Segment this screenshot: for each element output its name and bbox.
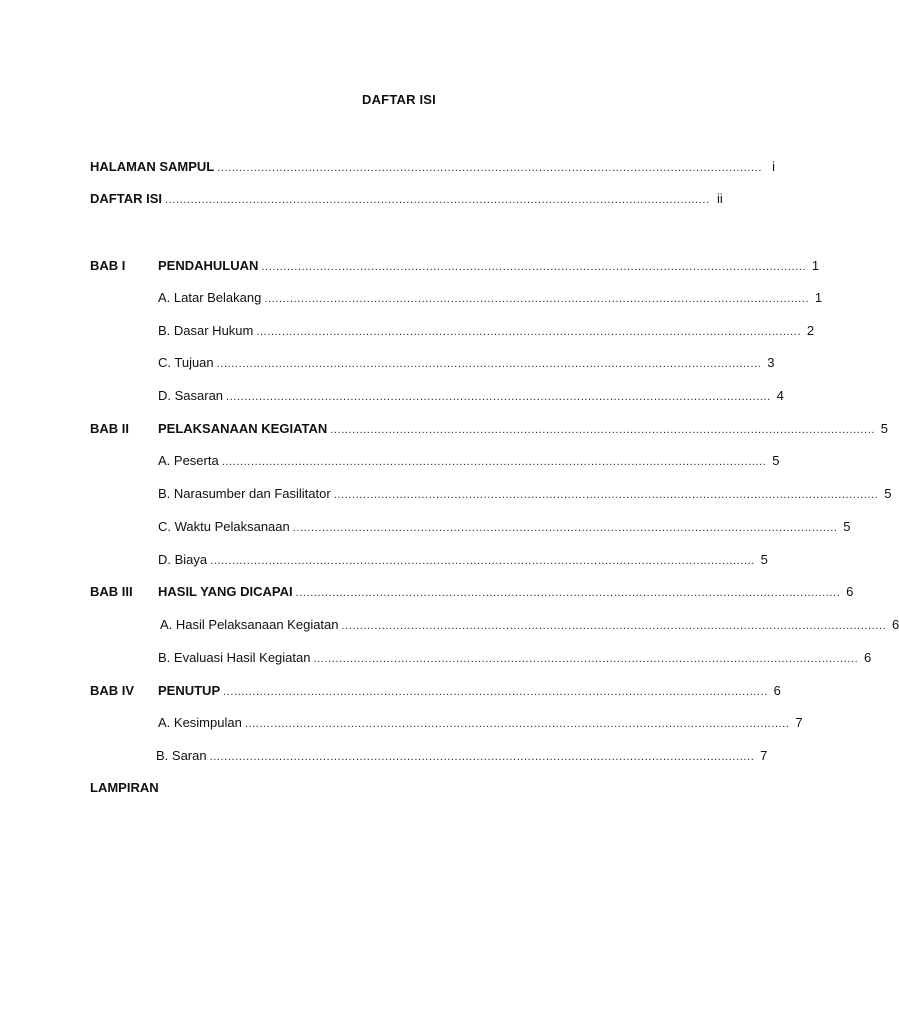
dot-leader: ..................................................................................................................................................... [295,587,841,599]
page-number: 2 [806,323,815,338]
chapter-label: BAB I [90,258,126,273]
toc-item-text: A. Hasil Pelaksanaan Kegiatan [160,617,339,632]
toc-item-text: D. Biaya [158,552,208,567]
dot-leader: ..................................................................................................................................................... [216,358,762,370]
dot-leader: ..................................................................................................................................................... [256,326,802,338]
toc-row-daftar-isi [0,190,768,208]
chapter-label: BAB IV [90,683,135,698]
toc-item-row [0,322,815,340]
dot-leader: ..................................................................................................................................................... [244,718,790,730]
dot-leader: ..................................................................................................................................................... [209,751,755,763]
toc-item-row [0,649,872,667]
chapter-title: HASIL YANG DICAPAI [158,584,293,599]
page-number: ii [716,191,723,206]
page-number: 7 [760,748,768,763]
toc-item-text: C. Waktu Pelaksanaan [158,519,290,534]
toc-chapter-row [0,420,889,438]
page-number: 1 [811,258,820,273]
page-number: i [772,159,775,174]
chapter-title: PELAKSANAAN KEGIATAN [158,421,328,436]
toc-item-row [0,485,892,503]
toc-item-text: D. Sasaran [158,388,224,403]
dot-leader: ..................................................................................................................................................... [292,522,838,534]
dot-leader: ..................................................................................................................................................... [164,194,710,206]
dot-leader: ..................................................................................................................................................... [261,261,807,273]
toc-item-text: C. Tujuan [158,355,214,370]
dot-leader: ..................................................................................................................................................... [226,391,771,403]
toc-item-row [0,714,803,732]
toc-item-text: A. Latar Belakang [158,290,262,305]
toc-entry-text: HALAMAN SAMPUL [90,159,215,174]
toc-item-row [0,452,780,470]
page-number: 5 [760,552,768,567]
page-number: 7 [795,715,803,730]
toc-entry-text: DAFTAR ISI [90,191,162,206]
page-number: 6 [773,683,781,698]
toc-item-text: A. Peserta [158,453,219,468]
dot-leader: ..................................................................................................................................................... [217,162,762,174]
toc-item-row [0,518,851,536]
toc-item-text: A. Kesimpulan [158,715,242,730]
page-number: 6 [892,617,899,632]
toc-item-text: B. Narasumber dan Fasilitator [158,486,331,501]
page-number: 6 [846,584,854,599]
toc-chapter-row [0,583,854,601]
page-number: 3 [767,355,775,370]
chapter-label: BAB III [90,584,133,599]
page-number: 5 [884,486,892,501]
toc-item-row [0,289,823,307]
dot-leader: ..................................................................................................................................................... [341,620,887,632]
page-number: 1 [814,290,823,305]
toc-chapter-row [0,257,820,275]
dot-leader: ..................................................................................................................................................... [313,653,859,665]
document-title: DAFTAR ISI [362,92,436,107]
dot-leader: ..................................................................................................................................................... [330,424,876,436]
page-number: 5 [880,421,889,436]
appendix-heading: LAMPIRAN [90,780,159,795]
toc-item-row [0,551,768,569]
toc-item-row [0,616,899,634]
page-number: 5 [772,453,780,468]
dot-leader: ..................................................................................................................................................... [264,293,810,305]
chapter-title: PENUTUP [158,683,221,698]
page-number: 6 [864,650,872,665]
toc-item-row [0,354,775,372]
dot-leader: ..................................................................................................................................................... [333,489,879,501]
toc-chapter-row [0,682,781,700]
chapter-label: BAB II [90,421,129,436]
chapter-title: PENDAHULUAN [158,258,259,273]
page-number: 4 [776,388,784,403]
dot-leader: ..................................................................................................................................................... [210,555,755,567]
toc-item-text: B. Dasar Hukum [158,323,254,338]
toc-item-row [0,747,768,765]
toc-item-text: B. Evaluasi Hasil Kegiatan [158,650,311,665]
dot-leader: ..................................................................................................................................................... [223,686,768,698]
page-number: 5 [843,519,851,534]
toc-item-text: B. Saran [156,748,207,763]
dot-leader: ..................................................................................................................................................... [221,456,767,468]
toc-row-halaman-sampul [0,158,775,176]
toc-item-row [0,387,784,405]
